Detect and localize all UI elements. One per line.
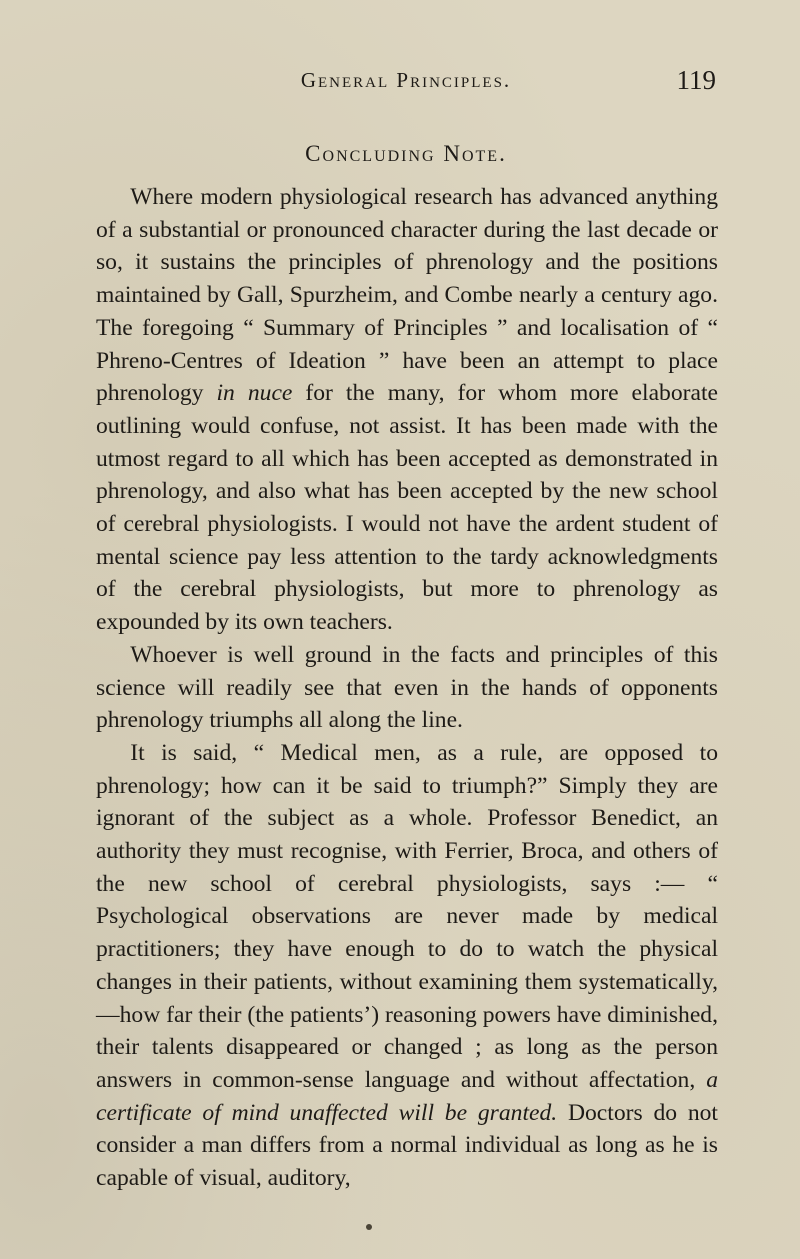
body-text <box>96 181 718 1195</box>
paragraph-3-end: Doctors do not consider a man differs from a normal individual as long as he is capable of visual, auditory, <box>96 1099 718 1192</box>
paragraph-1-italic: in nuce <box>216 380 293 407</box>
running-title: General Principles. <box>300 68 512 92</box>
running-head <box>96 60 716 100</box>
paragraph-3 <box>96 737 718 1195</box>
paragraph-2 <box>96 639 718 737</box>
paragraph-3-text: It is said, “ Medical men, as a rule, are opposed to phrenology; how can it be said to triumph?” Simply they are ignorant of the subject as a whole. Professor Benedict, an authority they must recognise, with Ferrier, Broca, and others of the new school of cerebral physiologists, says :— “ Psychological observations are never made by medical practitioners; they have enough to do to watch the physical changes in their patients, without examining them systematically,—how far their (the patients’) reasoning powers have diminished, their talents disappeared or changed ; as long as the person answers in common-sense language and without affectation, <box>96 739 718 1093</box>
page-number: 119 <box>676 65 716 95</box>
paragraph-1-text: Where modern physiological research has advanced anything of a substantial or pronounced character during the last decade or so, it sustains the principles of phrenology and the positions maintained by Gall, Spurzheim, and Combe nearly a century ago. The foregoing “ Summary of Principles ” and localisation of “ Phreno-Centres of Ideation ” have been an attempt to place phrenology <box>96 184 718 407</box>
paragraph-2-text: Whoever is well ground in the facts and principles of this science will readily see that even in the hands of opponents phrenology triumphs all along the line. <box>96 641 718 734</box>
paragraph-1-end: for the many, for whom more elaborate outlining would confuse, not assist. It has been made with the utmost regard to all which has been accepted as demonstrated in phrenology, and also what has been accepted by the new school of cerebral physiologists. I would not have the ardent student of mental science pay less attention to the tardy acknowledgments of the cerebral physiologists, but more to phrenology as expounded by its own teachers. <box>96 380 718 636</box>
paragraph-1 <box>96 181 718 639</box>
paragraph-3-italic: a certificate of mind unaffected will be granted. <box>96 1066 718 1126</box>
section-heading: Concluding Note. <box>305 141 507 166</box>
page-mark-dot <box>366 1224 372 1230</box>
